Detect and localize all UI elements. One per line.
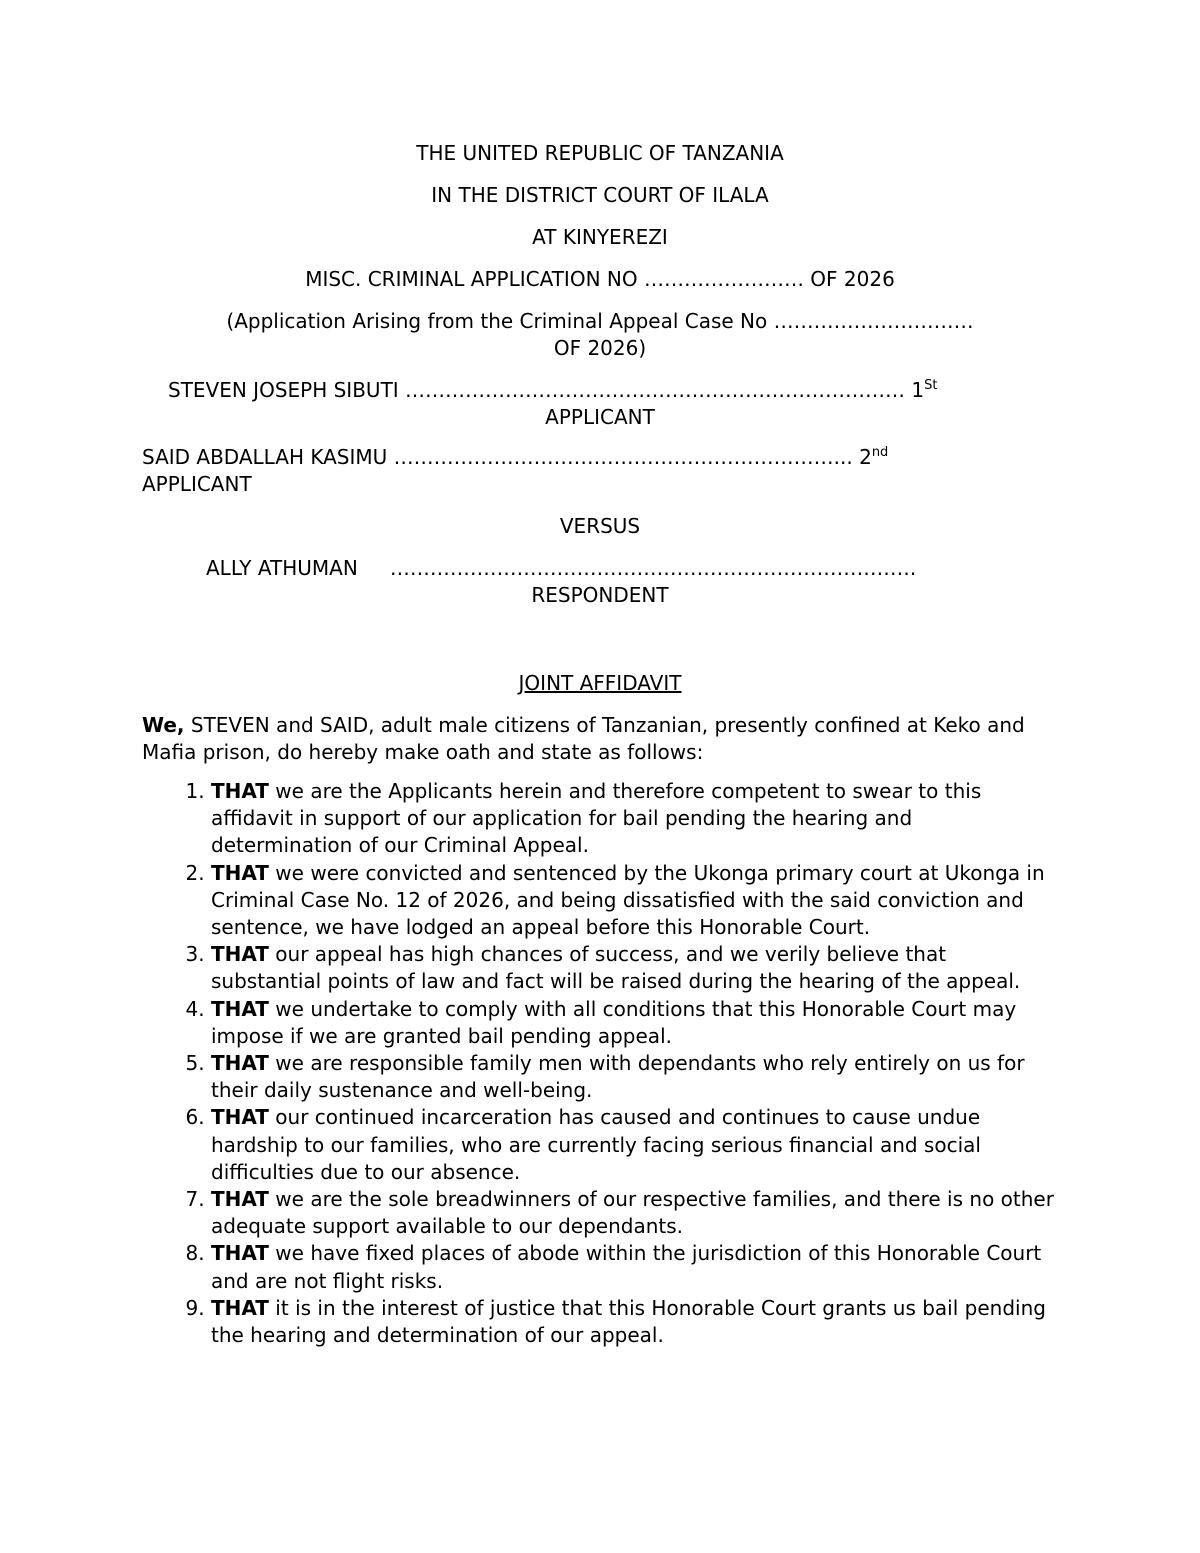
respondent-dots: ……………………………………………………………………. [389,556,917,580]
paragraph-text: our appeal has high chances of success, and we verily believe that substantial points of law and fact will be raised during the hearing of the appeal. [211,942,1021,994]
header-republic: THE UNITED REPUBLIC OF TANZANIA [416,141,784,165]
paragraph-item [211,1050,1058,1104]
paragraph-text: we are responsible family men with dependants who rely entirely on us for their daily sustenance and well-being. [211,1051,1025,1103]
paragraph-text: we were convicted and sentenced by the Ukonga primary court at Ukonga in Criminal Case No. 12 of 2026, and being dissatisfied with the said conviction and sentence, we have lodged an appeal before this Honorable Court. [211,860,1045,940]
applicant-1-name: STEVEN JOSEPH SIBUTI [168,378,399,402]
applicant-1-ordinal: St [924,378,938,393]
paragraph-keyword: THAT [211,779,269,803]
applicant-1-dots: ………………………………………………………………… 1 [398,378,925,402]
applicant-2-line [142,444,1058,471]
affidavit-title: JOINT AFFIDAVIT [518,671,682,695]
affidavit-paragraphs [142,778,1058,1349]
respondent-role: RESPONDENT [531,583,669,607]
paragraph-keyword: THAT [211,860,269,885]
respondent-name: ALLY ATHUMAN [206,556,358,580]
versus-label: VERSUS [559,514,641,538]
paragraph-text: we are the Applicants herein and therefore competent to swear to this affidavit in support of our application for bail pending the hearing and determination of our Criminal Appeal. [211,779,982,858]
document-page [142,140,1058,1349]
paragraph-keyword: THAT [211,1295,269,1320]
header-arising-line1: (Application Arising from the Criminal Appeal Case No ………………………… [226,309,974,333]
paragraph-keyword: THAT [211,1241,269,1266]
paragraph-text: we are the sole breadwinners of our respective families, and there is no other adequate support available to our dependants. [211,1187,1054,1239]
paragraph-text: it is in the interest of justice that this Honorable Court grants us bail pending the hearing and determination of our appeal. [211,1295,1046,1348]
applicant-2-name: SAID ABDALLAH KASIMU [142,445,388,469]
paragraph-item [211,1240,1058,1294]
paragraph-keyword: THAT [211,1187,269,1212]
paragraph-text: we undertake to comply with all conditions that this Honorable Court may impose if we are granted bail pending appeal. [211,996,1017,1048]
paragraph-item [211,1295,1058,1349]
intro-text: STEVEN and SAID, adult male citizens of Tanzanian, presently confined at Keko and Mafia prison, do hereby make oath and state as follows: [142,713,1025,764]
applicant-2-dots: …………………………………………………………... 2 [387,445,872,469]
header-court: IN THE DISTRICT COURT OF ILALA [431,183,769,207]
header-application-no: MISC. CRIMINAL APPLICATION NO …………………… OF 2026 [305,267,895,291]
paragraph-item [211,860,1058,942]
paragraph-keyword: THAT [211,1105,269,1130]
paragraph-item [211,778,1058,860]
applicant-1-line [142,377,1058,404]
applicant-1-role: APPLICANT [545,405,655,429]
respondent-line [142,555,1058,582]
party-applicant-1 [142,377,1058,431]
intro-bold: We, [142,713,185,737]
applicant-2-ordinal: nd [871,445,889,460]
header-location: AT KINYEREZI [532,225,668,249]
paragraph-keyword: THAT [211,1051,269,1076]
party-applicant-2 [142,444,1058,498]
paragraph-item [211,941,1058,995]
paragraph-keyword: THAT [211,942,269,967]
header-arising-line2: OF 2026) [553,336,647,360]
applicant-2-role: APPLICANT [142,472,252,496]
party-respondent [142,555,1058,609]
paragraph-text: our continued incarceration has caused and continues to cause undue hardship to our families, who are currently facing serious financial and social difficulties due to our absence. [211,1105,981,1184]
paragraph-item [211,996,1058,1050]
paragraph-item [211,1104,1058,1186]
affidavit-intro [142,712,1058,766]
paragraph-text: we have fixed places of abode within the jurisdiction of this Honorable Court and are not flight risks. [211,1241,1042,1293]
header-arising-from [142,308,1058,362]
paragraph-item [211,1186,1058,1240]
paragraph-keyword: THAT [211,996,269,1021]
